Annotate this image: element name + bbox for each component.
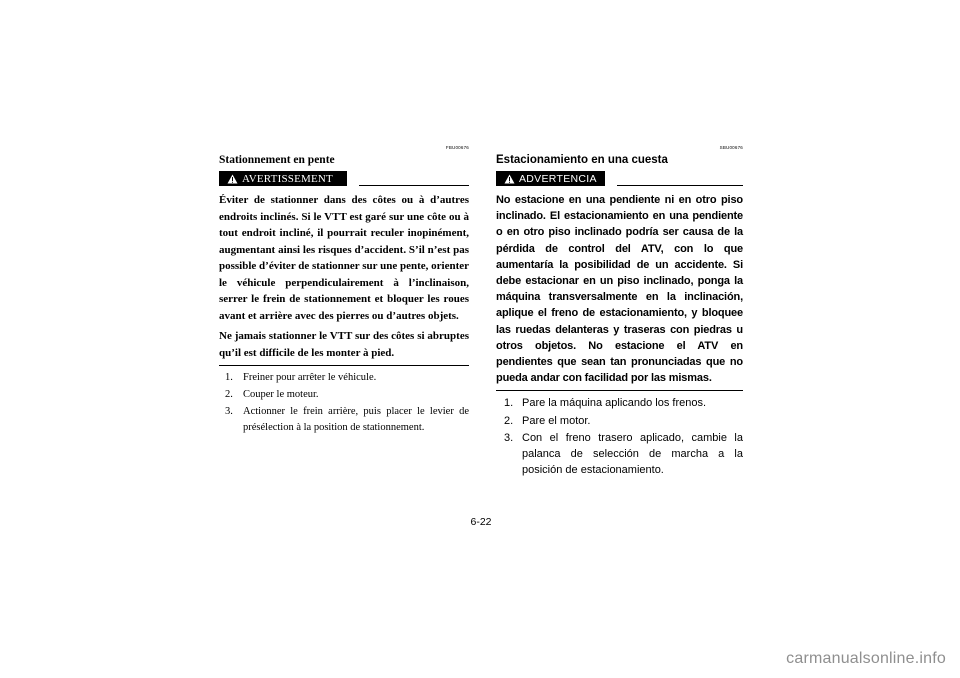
warning-badge (496, 171, 605, 186)
step-text: Pare el motor. (522, 414, 591, 427)
step-number: 3. (225, 406, 233, 418)
warning-rule (617, 185, 743, 186)
list-item (496, 395, 743, 411)
list-item (219, 387, 469, 403)
warning-paragraph: Éviter de stationner dans des côtes ou à d’autres endroits inclinés. Si le VTT est garé sur une côte ou à tout endroit incliné, il pourrait reculer inopinément, augmentant ainsi les risques d’accident. S’il n’est pas possible d’éviter de stationner sur une pente, orienter le véhicule perpendiculairement à l’inclinaison, serrer le frein de stationnement et bloquer les roues avant et arrière avec des pierres ou d’autres objets. (219, 194, 469, 322)
warning-triangle-icon (504, 174, 515, 184)
step-number: 1. (504, 397, 514, 410)
step-number: 1. (225, 372, 233, 383)
warning-label: ADVERTENCIA (519, 172, 597, 185)
warning-end-rule (219, 365, 469, 366)
warning-paragraph: Ne jamais stationner le VTT sur des côtes si abruptes qu’il est difficile de les monter à pied. (219, 330, 469, 359)
page-number: 6-22 (470, 516, 492, 528)
warning-text (219, 192, 469, 361)
list-item (496, 430, 743, 479)
french-column (219, 145, 469, 437)
step-text: Couper le moteur. (243, 389, 319, 401)
step-text: Pare la máquina aplicando los frenos. (522, 397, 707, 410)
warning-header (219, 171, 469, 186)
spanish-column (496, 145, 743, 479)
section-title: Estacionamiento en una cuesta (496, 154, 668, 166)
warning-paragraph: No estacione en una pendiente ni en otro piso inclinado. El estacionamiento en una pendiente o en otro piso inclinado podría ser causa de la pérdida de control del ATV, con lo que aumentaría la posibilidad de un accidente. Si debe estacionar en un piso inclinado, ponga la máquina transversalmente en la inclinación, aplique el freno de estacionamiento, y bloquee las ruedas delanteras y traseras con piedras u otros objetos. No estacione el ATV en pendientes que sean tan pronunciadas que no pueda andar con facilidad por las mismas. (496, 194, 743, 385)
watermark: carmanualsonline.info (786, 650, 946, 667)
warning-text (496, 192, 743, 386)
step-text: Con el freno trasero aplicado, cambie la palanca de selección de marcha a la posición de estacionamiento. (522, 431, 743, 477)
section-title: Stationnement en pente (219, 154, 335, 166)
warning-end-rule (496, 390, 743, 391)
warning-triangle-icon (227, 174, 238, 184)
list-item (219, 370, 469, 386)
step-text: Freiner pour arrêter le véhicule. (243, 372, 377, 383)
list-item (219, 404, 469, 435)
step-number: 2. (504, 414, 514, 427)
list-item (496, 413, 743, 429)
warning-header (496, 171, 743, 186)
step-number: 2. (225, 389, 233, 401)
section-code: FBU00676 (445, 145, 469, 150)
steps-list (496, 395, 743, 478)
warning-badge (219, 171, 347, 186)
step-text: Actionner le frein arrière, puis placer le levier de présélection à la position de stationnement. (243, 406, 469, 433)
step-number: 3. (504, 431, 514, 444)
warning-rule (359, 185, 469, 186)
warning-label: AVERTISSEMENT (242, 172, 333, 185)
steps-list (219, 370, 469, 435)
section-code: SBU00676 (719, 145, 743, 150)
